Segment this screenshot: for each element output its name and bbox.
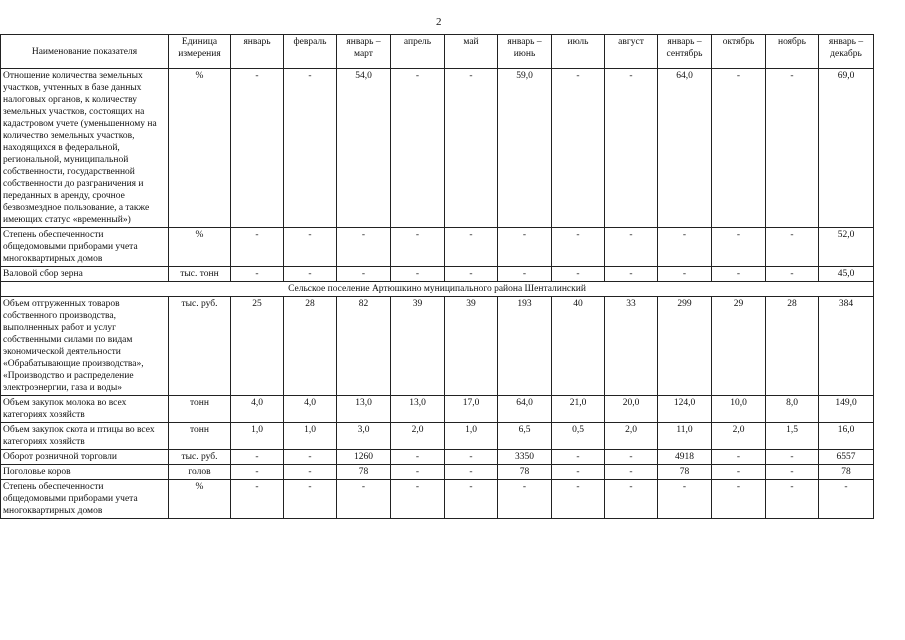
value-cell: 4918 <box>658 450 712 465</box>
table-row <box>1 396 874 423</box>
value-cell: 6,5 <box>498 423 552 450</box>
value-cell: 2,0 <box>605 423 658 450</box>
value-cell: - <box>552 450 605 465</box>
value-cell: - <box>552 228 605 267</box>
header-cell: январь – декабрь <box>819 35 874 69</box>
table-row <box>1 297 874 396</box>
value-cell: 25 <box>231 297 284 396</box>
header-cell: февраль <box>284 35 337 69</box>
value-cell: 78 <box>819 465 874 480</box>
value-cell: - <box>712 450 766 465</box>
value-cell: 45,0 <box>819 267 874 282</box>
value-cell: 17,0 <box>445 396 498 423</box>
value-cell: 2,0 <box>391 423 445 450</box>
indicator-name: Отношение количества земельных участков, учтенных в базе данных налоговых органов, к количеству земельных участков, состоящих на кадастровом учете (уменьшенному на количество земельных участков, находящихся в федеральной, региональной, муниципальной собственности, государственной собственности до разграничения и переданных в аренду, срочное безвозмездное пользование, а также имеющих статус «временный») <box>1 69 169 228</box>
value-cell: - <box>445 465 498 480</box>
indicator-name: Поголовье коров <box>1 465 169 480</box>
header-cell: Наименование показателя <box>1 35 169 69</box>
value-cell: - <box>766 480 819 519</box>
indicator-name: Валовой сбор зерна <box>1 267 169 282</box>
value-cell: - <box>498 228 552 267</box>
table-row <box>1 423 874 450</box>
value-cell: 4,0 <box>284 396 337 423</box>
value-cell: - <box>498 480 552 519</box>
indicator-name: Степень обеспеченности общедомовыми приборами учета многоквартирных домов <box>1 228 169 267</box>
value-cell: - <box>658 480 712 519</box>
section-row <box>1 282 874 297</box>
value-cell: 39 <box>445 297 498 396</box>
indicator-name: Объем закупок молока во всех категориях хозяйств <box>1 396 169 423</box>
value-cell: 124,0 <box>658 396 712 423</box>
value-cell: - <box>605 267 658 282</box>
value-cell: 1,0 <box>231 423 284 450</box>
value-cell: 16,0 <box>819 423 874 450</box>
header-cell: июль <box>552 35 605 69</box>
value-cell: - <box>284 465 337 480</box>
table-row <box>1 228 874 267</box>
value-cell: 3,0 <box>337 423 391 450</box>
value-cell: - <box>712 228 766 267</box>
value-cell: - <box>391 267 445 282</box>
value-cell: - <box>445 450 498 465</box>
value-cell: - <box>712 69 766 228</box>
value-cell: - <box>391 69 445 228</box>
value-cell: 149,0 <box>819 396 874 423</box>
value-cell: - <box>766 267 819 282</box>
value-cell: - <box>819 480 874 519</box>
value-cell: - <box>712 465 766 480</box>
value-cell: 10,0 <box>712 396 766 423</box>
value-cell: 78 <box>658 465 712 480</box>
value-cell: 29 <box>712 297 766 396</box>
value-cell: 64,0 <box>498 396 552 423</box>
value-cell: 20,0 <box>605 396 658 423</box>
header-cell: август <box>605 35 658 69</box>
value-cell: 28 <box>766 297 819 396</box>
indicator-name: Объем отгруженных товаров собственного производства, выполненных работ и услуг собственными силами по видам экономической деятельности «Обрабатывающие производства», «Производство и распределение электроэнергии, газа и воды» <box>1 297 169 396</box>
value-cell: 3350 <box>498 450 552 465</box>
value-cell: - <box>231 69 284 228</box>
header-cell: январь <box>231 35 284 69</box>
value-cell: 54,0 <box>337 69 391 228</box>
table-row <box>1 267 874 282</box>
value-cell: 193 <box>498 297 552 396</box>
value-cell: 33 <box>605 297 658 396</box>
value-cell: - <box>605 480 658 519</box>
unit-cell: тонн <box>169 423 231 450</box>
value-cell: 2,0 <box>712 423 766 450</box>
value-cell: 1,0 <box>284 423 337 450</box>
value-cell: - <box>231 267 284 282</box>
value-cell: - <box>391 465 445 480</box>
unit-cell: % <box>169 480 231 519</box>
value-cell: 299 <box>658 297 712 396</box>
unit-cell: тыс. тонн <box>169 267 231 282</box>
value-cell: - <box>605 465 658 480</box>
value-cell: - <box>658 267 712 282</box>
page-number: 2 <box>436 16 442 28</box>
value-cell: 13,0 <box>337 396 391 423</box>
value-cell: - <box>337 267 391 282</box>
header-cell: январь – март <box>337 35 391 69</box>
value-cell: 64,0 <box>658 69 712 228</box>
value-cell: 1,0 <box>445 423 498 450</box>
header-cell: апрель <box>391 35 445 69</box>
value-cell: 1260 <box>337 450 391 465</box>
table-row <box>1 69 874 228</box>
value-cell: 59,0 <box>498 69 552 228</box>
value-cell: - <box>391 450 445 465</box>
table-row <box>1 480 874 519</box>
value-cell: - <box>391 228 445 267</box>
value-cell: - <box>766 465 819 480</box>
unit-cell: % <box>169 228 231 267</box>
value-cell: - <box>498 267 552 282</box>
indicator-name: Степень обеспеченности общедомовыми приборами учета многоквартирных домов <box>1 480 169 519</box>
value-cell: - <box>445 228 498 267</box>
unit-cell: тыс. руб. <box>169 450 231 465</box>
value-cell: 0,5 <box>552 423 605 450</box>
value-cell: - <box>552 69 605 228</box>
value-cell: 28 <box>284 297 337 396</box>
value-cell: 69,0 <box>819 69 874 228</box>
value-cell: - <box>552 267 605 282</box>
header-cell: январь – сентябрь <box>658 35 712 69</box>
value-cell: - <box>658 228 712 267</box>
value-cell: - <box>445 267 498 282</box>
value-cell: 11,0 <box>658 423 712 450</box>
value-cell: 78 <box>337 465 391 480</box>
value-cell: - <box>284 480 337 519</box>
value-cell: - <box>284 450 337 465</box>
value-cell: - <box>605 69 658 228</box>
header-cell: январь – июнь <box>498 35 552 69</box>
value-cell: - <box>284 267 337 282</box>
value-cell: 384 <box>819 297 874 396</box>
value-cell: - <box>231 480 284 519</box>
unit-cell: тыс. руб. <box>169 297 231 396</box>
value-cell: - <box>231 450 284 465</box>
value-cell: 6557 <box>819 450 874 465</box>
header-cell: октябрь <box>712 35 766 69</box>
table-row <box>1 450 874 465</box>
indicator-name: Оборот розничной торговли <box>1 450 169 465</box>
value-cell: 82 <box>337 297 391 396</box>
value-cell: - <box>766 450 819 465</box>
value-cell: 40 <box>552 297 605 396</box>
value-cell: - <box>231 465 284 480</box>
value-cell: 4,0 <box>231 396 284 423</box>
unit-cell: голов <box>169 465 231 480</box>
value-cell: 78 <box>498 465 552 480</box>
value-cell: - <box>337 480 391 519</box>
value-cell: 21,0 <box>552 396 605 423</box>
header-cell: май <box>445 35 498 69</box>
value-cell: - <box>445 69 498 228</box>
value-cell: 52,0 <box>819 228 874 267</box>
header-cell: ноябрь <box>766 35 819 69</box>
header-row <box>1 35 874 69</box>
value-cell: 1,5 <box>766 423 819 450</box>
indicators-table <box>0 34 874 519</box>
value-cell: - <box>766 69 819 228</box>
value-cell: - <box>284 228 337 267</box>
table-row <box>1 465 874 480</box>
header-cell: Единица измерения <box>169 35 231 69</box>
indicator-name: Объем закупок скота и птицы во всех категориях хозяйств <box>1 423 169 450</box>
value-cell: - <box>552 480 605 519</box>
value-cell: - <box>605 450 658 465</box>
value-cell: 8,0 <box>766 396 819 423</box>
value-cell: - <box>337 228 391 267</box>
unit-cell: % <box>169 69 231 228</box>
section-title: Сельское поселение Артюшкино муниципального района Шенталинский <box>1 282 874 297</box>
value-cell: - <box>712 267 766 282</box>
value-cell: - <box>231 228 284 267</box>
unit-cell: тонн <box>169 396 231 423</box>
value-cell: 13,0 <box>391 396 445 423</box>
value-cell: 39 <box>391 297 445 396</box>
value-cell: - <box>552 465 605 480</box>
value-cell: - <box>605 228 658 267</box>
value-cell: - <box>391 480 445 519</box>
value-cell: - <box>445 480 498 519</box>
value-cell: - <box>284 69 337 228</box>
value-cell: - <box>766 228 819 267</box>
value-cell: - <box>712 480 766 519</box>
